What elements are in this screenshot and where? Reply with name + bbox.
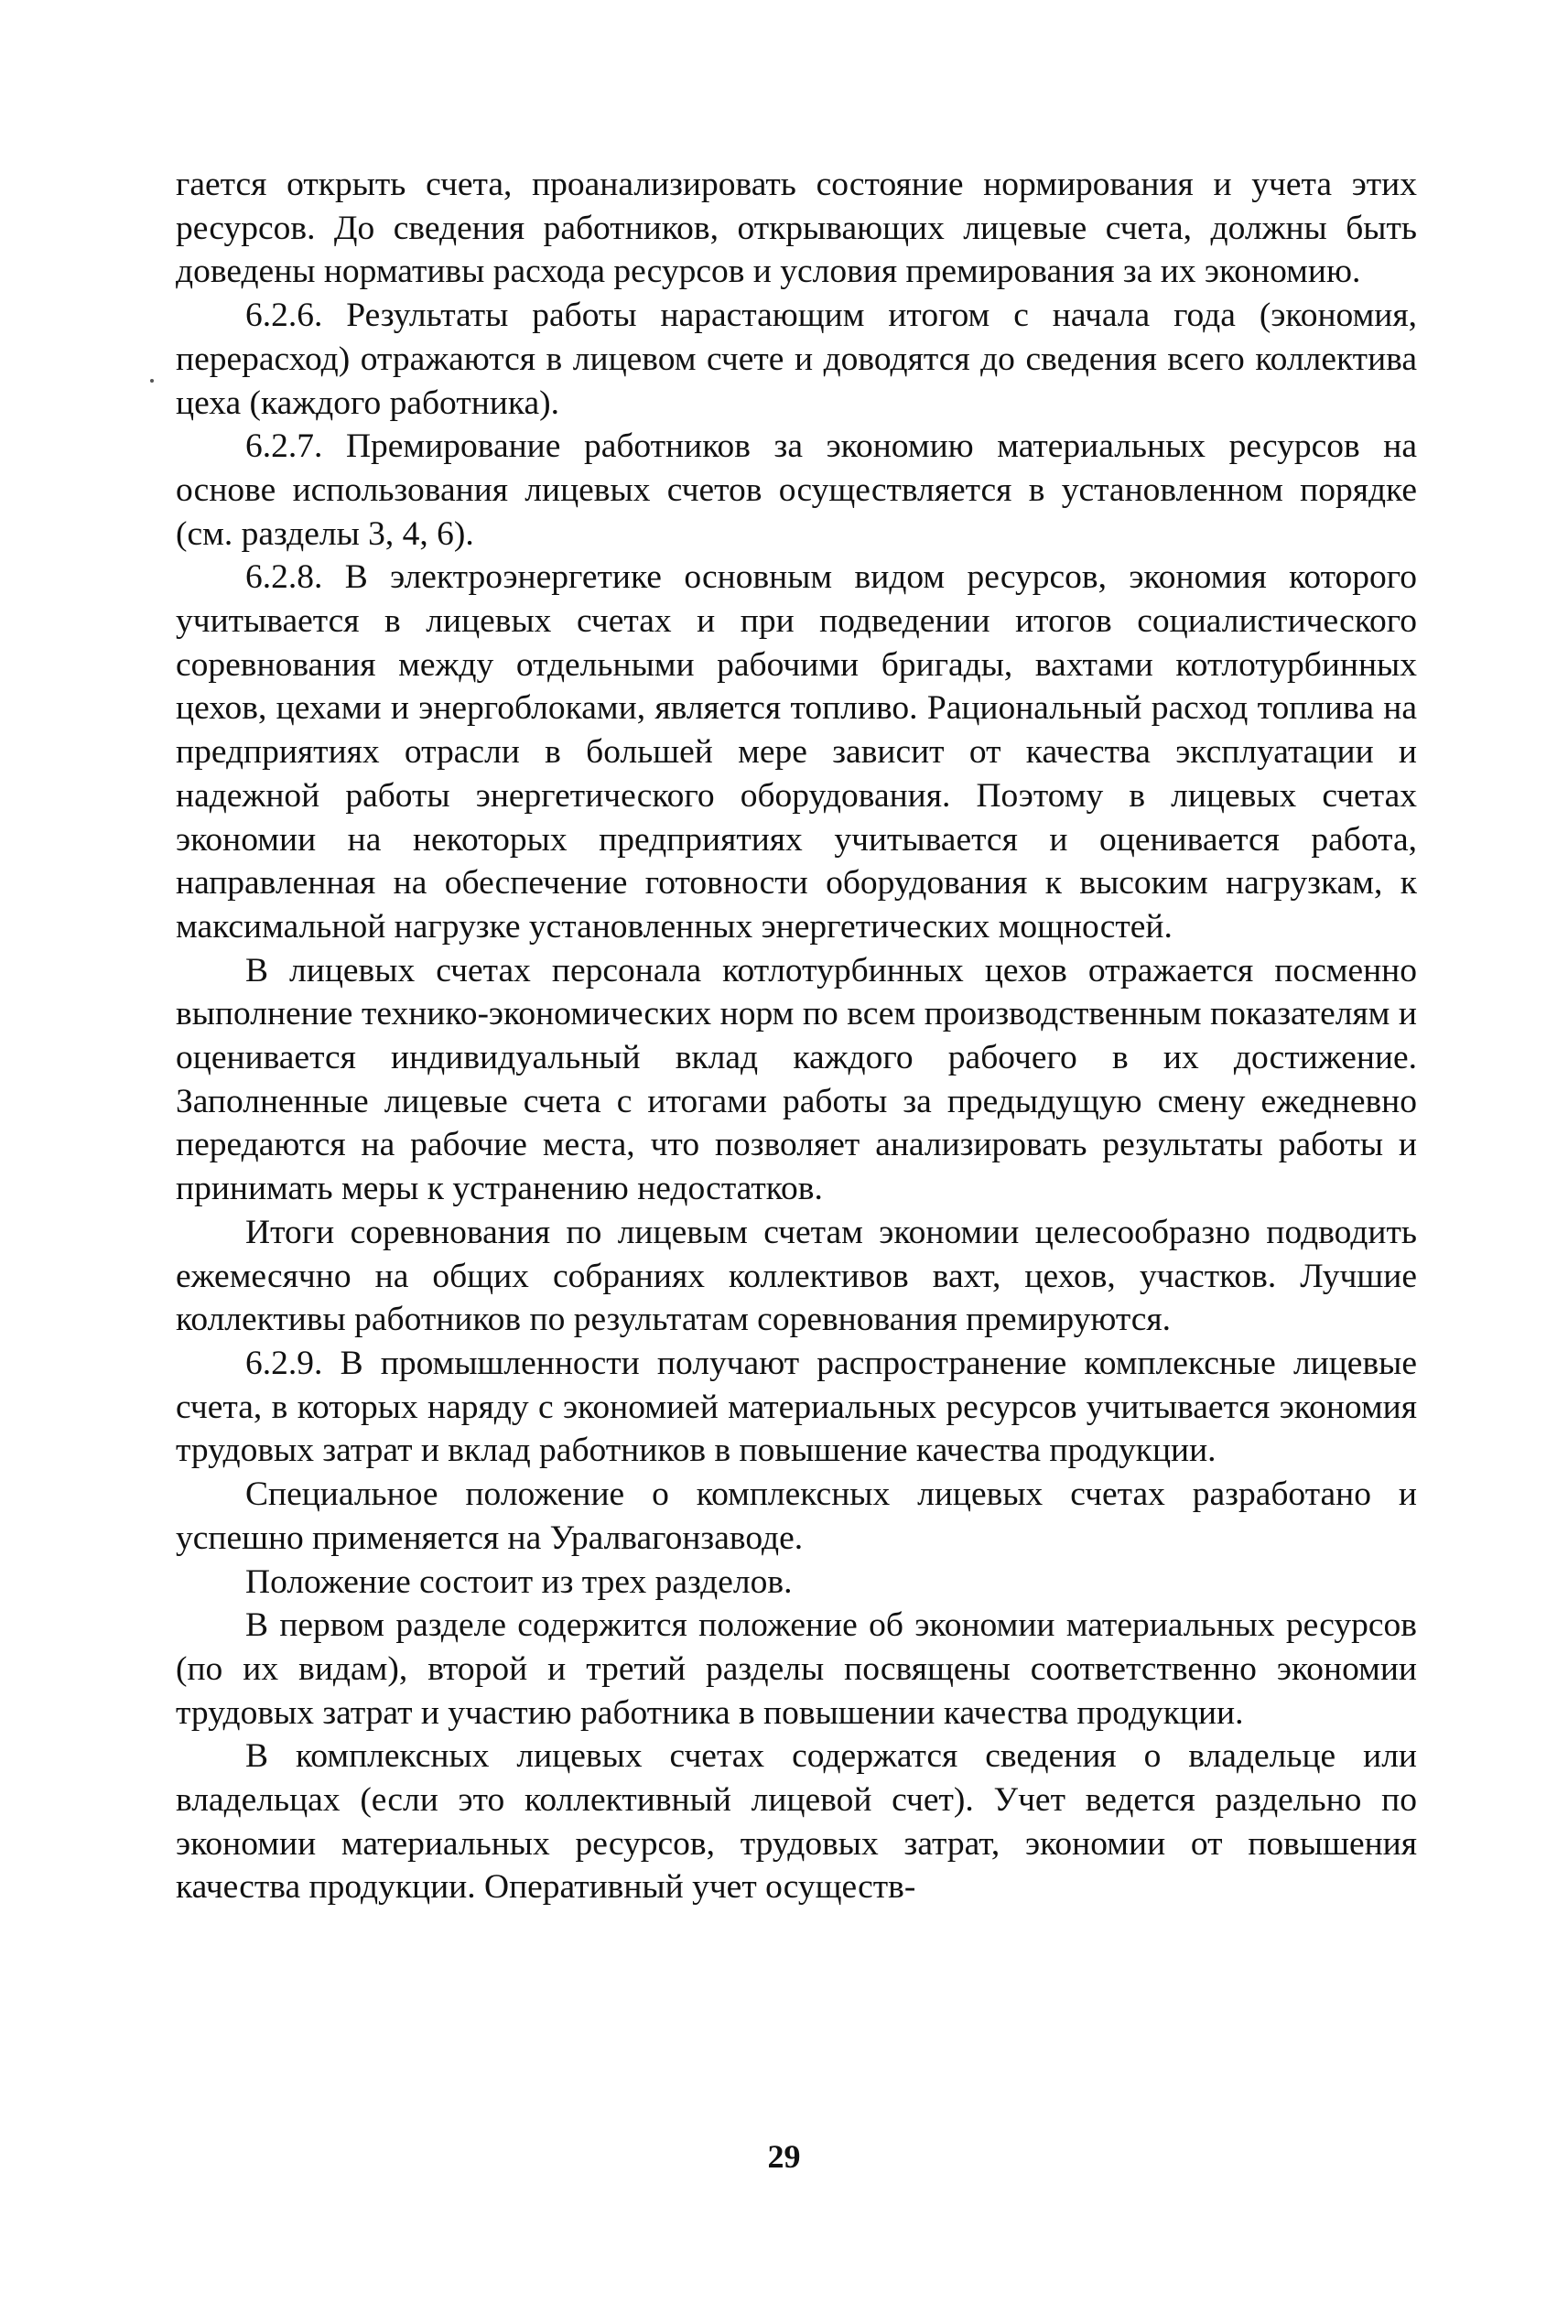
paragraph-6-2-8: 6.2.8. В электроэнергетике основным видом ресурсов, экономия которого учитывается в лицевых счетах и при подведении итогов социалистического соревнования между отдельными рабочими бригады, вахтами котлотурбинных цехов, цехами и энергоблоками, является топливо. Рациональный расход топлива на предприятиях отрасли в большей мере зависит от качества эксплуатации и надежной работы энергетического оборудования. Поэтому в лицевых счетах экономии на некоторых предприятиях учитывается и оценивается работа, направленная на обеспечение готовности оборудования к высоким нагрузкам, к максимальной нагрузке установленных энергетических мощностей.	[176, 558, 1417, 946]
paragraph-6-2-9: 6.2.9. В промышленности получают распространение комплексные лицевые счета, в которых наряду с экономией материальных ресурсов учитывается экономия трудовых затрат и вклад работников в повышение качества продукции.	[176, 1344, 1417, 1470]
paragraph-complex-accounts: В комплексных лицевых счетах содержатся сведения о владельце или владельцах (если это коллективный лицевой счет). Учет ведется раздельно по экономии материальных ресурсов, трудовых затрат, экономии от повышения качества продукции. Оперативный учет осуществ-	[176, 1737, 1417, 1907]
paragraph-competition-results: Итоги соревнования по лицевым счетам экономии целесообразно подводить ежемесячно на общих собраниях коллективов вахт, цехов, участков. Лучшие коллективы работников по результатам соревнования премируются.	[176, 1213, 1417, 1339]
margin-mark	[150, 379, 154, 383]
paragraph-6-2-6: 6.2.6. Результаты работы нарастающим итогом с начала года (экономия, перерасход) отражаются в лицевом счете и доводятся до сведения всего коллектива цеха (каждого работника).	[176, 297, 1417, 422]
paragraph-special-regulation: Специальное положение о комплексных лицевых счетах разработано и успешно применяется на Уралвагонзаводе.	[176, 1475, 1417, 1557]
page-number: 29	[767, 2138, 801, 2175]
body-text	[176, 163, 1417, 1909]
paragraph-boiler-shops: В лицевых счетах персонала котлотурбинных цехов отражается посменно выполнение технико-экономических норм по всем производственным показателям и оценивается индивидуальный вклад каждого рабочего в их достижение. Заполненные лицевые счета с итогами работы за предыдущую смену ежедневно передаются на рабочие места, что позволяет анализировать результаты работы и принимать меры к устранению недостатков.	[176, 951, 1417, 1208]
paragraph-6-2-7: 6.2.7. Премирование работников за экономию материальных ресурсов на основе использования лицевых счетов осуществляется в установленном порядке (см. разделы 3, 4, 6).	[176, 427, 1417, 553]
paragraph-first-section: В первом разделе содержится положение об экономии материальных ресурсов (по их видам), второй и третий разделы посвящены соответственно экономии трудовых затрат и участию работника в повышении качества продукции.	[176, 1606, 1417, 1732]
paragraph-three-sections: Положение состоит из трех разделов.	[245, 1562, 793, 1601]
paragraph-continuation: гается открыть счета, проанализировать состояние нормирования и учета этих ресурсов. До сведения работников, открывающих лицевые счета, должны быть доведены нормативы расхода ресурсов и условия премирования за их экономию.	[176, 166, 1417, 291]
